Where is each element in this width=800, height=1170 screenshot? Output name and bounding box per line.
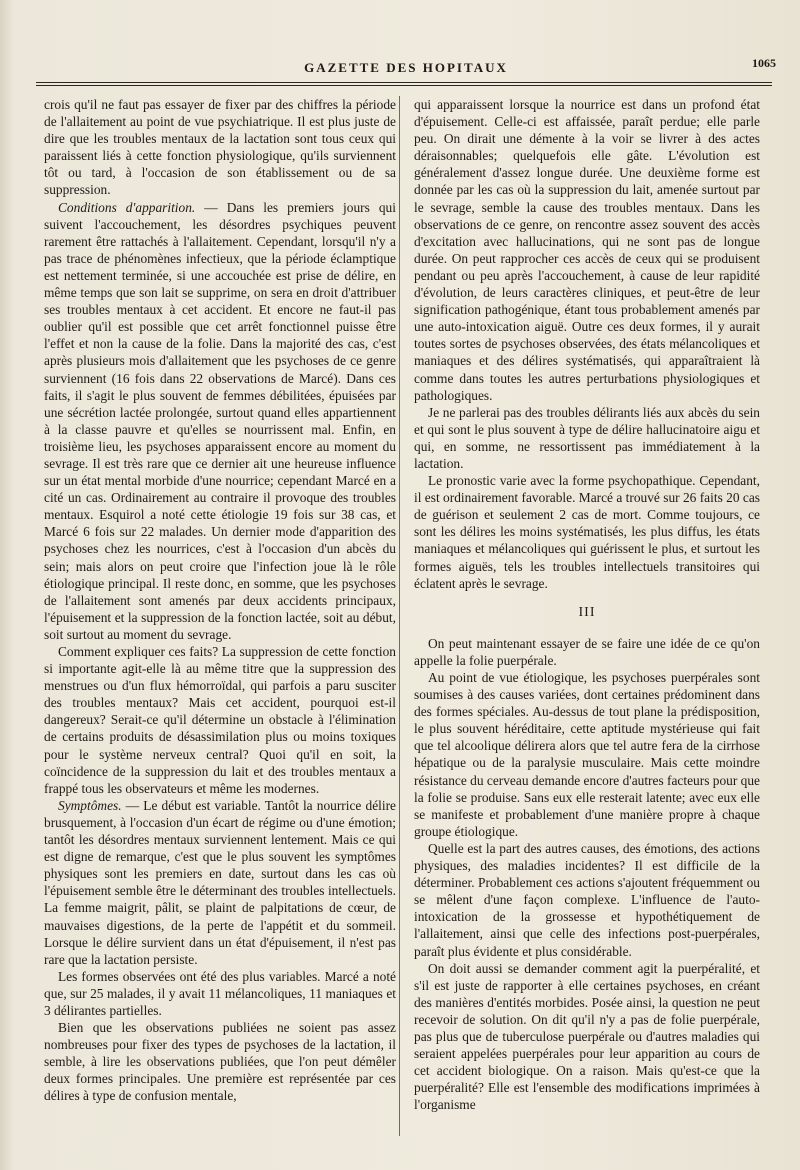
journal-title: GAZETTE DES HOPITAUX — [304, 60, 508, 75]
subheading: Conditions d'apparition. — [58, 199, 196, 215]
paragraph: On peut maintenant essayer de se faire une idée de ce qu'on appelle la folie puerpérale. — [414, 635, 760, 668]
header-rule — [36, 82, 772, 83]
right-column — [414, 96, 760, 1113]
paragraph: qui apparaissent lorsque la nourrice est dans un profond état d'épuisement. Celle-ci est affaissée, paraît perdue; elle parle peu. On dirait une démente à la voir se livrer à des actes déraisonnables; quelquefois elle gâte. L'évolution est généralement d'assez longue durée. Une deuxième forme est donnée par les cas où la suppression du lait, amenée surtout par le sevrage, semble la cause des troubles mentaux. Dans les observations de ce genre, on rencontre assez souvent des accès d'excitation avec hallucinations, qui ne sont pas de longue durée. On peut rapprocher ces accès de ceux qui se produisent pendant ou peu après l'accouchement, à cause de leur rapidité d'évolution, de leurs caractères cliniques, et peut-être de leur signification pathogénique, étant tous probablement amenés par une auto-intoxication aiguë. Outre ces deux formes, il y aurait toutes sortes de psychoses observées, des états mélancoliques et maniaques et des délires systématisés, qui apparaîtraient là comme dans toutes les autres perturbations physiologiques et pathologiques. — [414, 97, 760, 403]
paragraph: Conditions d'apparition. — Dans les premiers jours qui suivent l'accouchement, les désordres psychiques peuvent rarement être rattachés à l'allaitement. Cependant, lorsqu'il n'y a pas trace de phénomènes infectieux, que la période éclamptique est nettement terminée, si une accouchée est prise de délire, en même temps que son lait se supprime, on sera en droit d'attribuer ses troubles mentaux à cet accident. Et encore ne faut-il pas oublier qu'il est possible que cet arrêt fonctionnel puisse être l'effet et non la cause de la folie. Dans la majorité des cas, c'est après plusieurs mois d'allaitement que les psychoses de ce genre surviennent (16 fois dans 22 observations de Marcé). Dans ces faits, il s'agit le plus souvent de femmes débilitées, épuisées par une sécrétion lactée prolongée, surtout quand elles appartiennent à la classe pauvre et qu'elles se nourrissent mal. Enfin, en troisième lieu, les psychoses apparaissent encore au moment du sevrage. Il est très rare que ce dernier ait une heureuse influence sur un état mental morbide d'une nourrice; cependant Marcé en a cité un cas. Ordinairement au contraire il provoque des troubles mentaux. Esquirol a noté cette étiologie 19 fois sur 38 cas, et Marcé 6 fois sur 22 malades. Un dernier mode d'apparition des psychoses chez les nourrices, c'est à l'occasion d'un abcès du sein; mais alors on peut croire que l'infection joue là le rôle étiologique principal. Il reste donc, en somme, que les psychoses de l'allaitement sont amenés par deux accidents principaux, l'épuisement et la suppression de la fonction lactée, soit au début, soit surtout au moment du sevrage. — [44, 199, 396, 642]
paragraph: Quelle est la part des autres causes, des émotions, des actions physiques, des maladies incidentes? Il est difficile de la déterminer. Probablement ces actions s'ajoutent fréquemment ou se mêlent d'une façon complexe. L'influence de l'auto-intoxication de la grossesse et hypothétiquement de l'allaitement, ainsi que celle des infections post-puerpérales, paraît plus évidente et plus considérable. — [414, 840, 760, 959]
running-header — [36, 56, 776, 80]
paragraph: Bien que les observations publiées ne soient pas assez nombreuses pour fixer des types de psychoses de la lactation, il semble, à lire les observations publiées, que l'on peut démêler deux formes principales. Une première est représentée par ces délires à type de confusion mentale, — [44, 1020, 396, 1104]
paragraph: crois qu'il ne faut pas essayer de fixer par des chiffres la période de l'allaitement au point de vue psychiatrique. Il est plus juste de dire que les troubles mentaux de la lactation sont tous ceux qui paraissent liés à cette fonction physiologique, qu'ils surviennent tôt ou tard, à l'occasion de son établissement ou de sa suppression. — [44, 97, 396, 198]
header-rule-thin — [36, 85, 772, 86]
subheading: Symptômes. — [58, 797, 122, 813]
paragraph: Comment expliquer ces faits? La suppression de cette fonction si importante agit-elle là au même titre que la suppression des menstrues ou d'un flux hémorroïdal, qui parfois a paru susciter des troubles mentaux? Mais cet accident, pourquoi est-il dangereux? Serait-ce qu'il détermine un obstacle à l'élimination de certains produits de désassimilation plus ou moins toxiques pour le système nerveux central? Quoi qu'il en soit, la coïncidence de la suppression du lait et des troubles mentaux a frappé tous les observateurs et même les modernes. — [44, 644, 396, 796]
paragraph: Je ne parlerai pas des troubles délirants liés aux abcès du sein et qui sont le plus souvent à type de délire hallucinatoire aigu et qui, en somme, ne ressortissent pas immédiatement à la lactation. — [414, 404, 760, 471]
page-number: 1065 — [752, 56, 776, 70]
section-heading: III — [578, 604, 596, 620]
paragraph: Le pronostic varie avec la forme psychopathique. Cependant, il est ordinairement favorable. Marcé a trouvé sur 26 faits 20 cas de guérison et seulement 2 cas de mort. Comme toujours, ce sont les délires les moins systématisés, les plus diffus, les états maniaques et mélancoliques qui guérissent le plus, et surtout les formes aiguës, tels les troubles intellectuels transitoires qui éclatent après le sevrage. — [414, 473, 760, 591]
left-column — [44, 96, 396, 1105]
paragraph: Au point de vue étiologique, les psychoses puerpérales sont soumises à des causes variées, dont certaines prédominent dans des formes spéciales. Au-dessus de tout plane la prédisposition, le plus souvent héréditaire, cette aptitude mystérieuse qui fait que tel alcoolique délirera alors que tel autre fera de la cirrhose hépatique ou de la paralysie musculaire. Mais cette moindre résistance du cerveau demande encore d'autres facteurs pour que la folie se produise. Sans eux elle resterait latente; avec eux elle se manifeste et probablement d'une manière propre à chaque groupe étiologique. — [414, 670, 760, 839]
paragraph: Symptômes. — Le début est variable. Tantôt la nourrice délire brusquement, à l'occasion d'un écart de régime ou d'une émotion; tantôt les désordres mentaux surviennent lentement. Mais ce qui est digne de remarque, c'est que le plus souvent les symptômes physiques sont les premiers en date, surtout dans les cas où l'épuisement semble être le déterminant des troubles intellectuels. La femme maigrit, pâlit, se plaint de palpitations de cœur, de mauvaises digestions, de la perte de l'appétit et du sommeil. Lorsque le délire survient dans un état d'épuisement, il n'est pas rare que la lactation persiste. — [44, 797, 396, 967]
paragraph: Les formes observées ont été des plus variables. Marcé a noté que, sur 25 malades, il y avait 11 mélancoliques, 11 maniaques et 3 délirantes partielles. — [44, 968, 396, 1018]
paragraph: On doit aussi se demander comment agit la puerpéralité, et s'il est juste de rapporter à elle certaines psychoses, en créant des manières d'entités morbides. Posée ainsi, la question ne peut recevoir de solution. On dit qu'il n'y a pas de folie puerpérale, pas plus que de tuberculose puerpérale ou d'autres maladies qui seraient appelées puerpérales pour leur apparition au cours de cet accident biologique. On a raison. Mais qu'est-ce que la puerpéralité? Elle est l'ensemble des modifications imprimées à l'organisme — [414, 960, 760, 1113]
column-divider — [399, 96, 400, 1136]
